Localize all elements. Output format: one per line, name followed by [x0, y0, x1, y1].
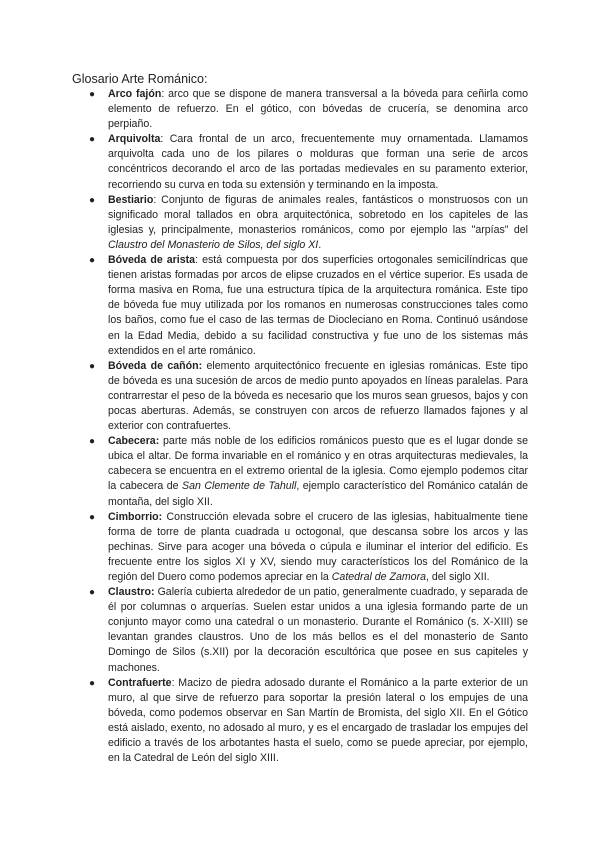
- glossary-item-boveda-de-canon: [89, 359, 528, 434]
- document-title: Glosario Arte Románico:: [72, 72, 208, 86]
- glossary-term: Cimborrio:: [108, 510, 163, 523]
- bullet-icon: ●: [89, 89, 96, 100]
- term-separator: :: [195, 254, 203, 267]
- bullet-icon: ●: [89, 677, 96, 689]
- glossary-term: Bóveda de cañón:: [108, 359, 203, 372]
- glossary-term: Arquivolta: [108, 133, 161, 146]
- glossary-definition-end: , ejemplo característico del Románico catalán de montaña, del siglo XII.: [108, 480, 528, 508]
- glossary-definition: elemento arquitectónico frecuente en iglesias románicas. Este tipo de bóveda es una sucesión de arcos de medio punto apoyados en líneas paralelas. Para contrarrestar el peso de la bóveda es necesario que los muros sean gruesos, bajos y con pocas aberturas. Además, se construyen con arcos de refuerzo llamados fajones y al exterior con contrafuertes.: [108, 359, 528, 433]
- glossary-definition-end: .: [318, 238, 322, 251]
- glossary-reference: Catedral de Zamora: [331, 571, 426, 583]
- glossary-term: Claustro:: [108, 586, 155, 599]
- term-separator: :: [153, 193, 162, 206]
- bullet-icon: ●: [89, 194, 96, 206]
- glossary-item-arco-fajon: [89, 87, 529, 132]
- glossary-reference: San Clemente de Tahull: [182, 480, 297, 493]
- glossary-item-boveda-de-arista: [89, 253, 529, 359]
- glossary-definition: Galería cubierta alrededor de un patio, generalmente cuadrado, y separada de él por columnas o arquerías. Suelen estar unidos a una iglesia formando parte de un conjunto mayor como una catedral o un monasterio. Durante el Románico (s. X-XIII) se levantan grandes claustros. Uno de los más bellos es el del monasterio de Santo Domingo de Silos (s.XII) por la decoración escultórica que posee en sus capiteles y machones.: [108, 586, 528, 674]
- glossary-definition: parte más noble de los edificios románicos puesto que es el lugar donde se ubica el altar. De forma invariable en el románico y en otras arquitecturas medievales, la cabecera se encuentra en el extremo oriental de la iglesia. Como ejemplo podemos citar la cabecera de: [108, 435, 528, 493]
- glossary-term: Contrafuerte: [108, 676, 172, 689]
- glossary-definition: está compuesta por dos superficies ortogonales semicilíndricas que tienen aristas formadas por arcos de elipse cruzados en el vértice superior. Es usada de forma masiva en Roma, fue una estructura típica de la arquitectura románica. Este tipo de bóveda fue muy utilizada por los romanos en numerosas construcciones tales como los baños, como fue el caso de las termas de Diocleciano en Roma. Continuó usándose en la Edad Media, debido a su facilidad constructiva y fue uno de los sistemas más extendidos en el arte románico.: [108, 254, 529, 357]
- bullet-icon: ●: [89, 511, 96, 523]
- bullet-icon: ●: [89, 255, 96, 267]
- term-separator: :: [160, 133, 170, 146]
- glossary-item-contrafuerte: [89, 676, 529, 767]
- glossary-term: Bóveda de arista: [108, 254, 196, 267]
- glossary-item-claustro: [89, 585, 528, 676]
- glossary-item-arquivolta: [89, 132, 528, 192]
- glossary-item-cimborrio: [89, 510, 528, 585]
- glossary-list: [89, 87, 529, 766]
- bullet-icon: ●: [89, 587, 96, 599]
- bullet-icon: ●: [89, 360, 96, 372]
- term-separator: :: [161, 88, 169, 100]
- glossary-term: Bestiario: [108, 193, 154, 206]
- glossary-item-cabecera: [89, 434, 528, 509]
- glossary-definition: Cara frontal de un arco, frecuentemente muy ornamentada. Llamamos arquivolta cada uno de los pilares o molduras que forman una serie de arcos concéntricos decorando el arco de las portadas medievales en su paramento exterior, recorriendo su curva en toda su extensión y terminando en la imposta.: [108, 133, 528, 191]
- glossary-term: Cabecera:: [108, 435, 160, 448]
- glossary-definition-end: , del siglo XII.: [426, 571, 490, 583]
- glossary-definition: Conjunto de figuras de animales reales, fantásticos o monstruosos con un significado moral tallados en obra arquitectónica, sobretodo en los capiteles de las iglesias y, principalmente, monasterios románicos, como por ejemplo las "arpías" del: [108, 193, 528, 236]
- glossary-term: Arco fajón: [108, 88, 162, 100]
- glossary-item-bestiario: [89, 193, 528, 253]
- bullet-icon: ●: [89, 436, 96, 448]
- glossary-definition: Construcción elevada sobre el crucero de las iglesias, habitualmente tiene forma de torre de planta cuadrada u octogonal, que descansa sobre los arcos y las pechinas. Sirve para acoger una bóveda o cúpula e iluminar el interior del edificio. Es frecuente entre los siglos XI y XV, siendo muy característicos los del Románico de la región del Duero como podemos apreciar en la: [108, 510, 528, 583]
- term-separator: :: [171, 676, 179, 689]
- glossary-definition: Macizo de piedra adosado durante el Románico a la parte exterior de un muro, al que sirve de refuerzo para soportar la presión lateral o los empujes de una bóveda, como podemos observar en San Martín de Bromista, del siglo XII. En el Gótico está aislado, exento, no adosado al muro, y es el encargado de trasladar los empujes del edificio a través de los arbotantes hasta el suelo, como se puede apreciar, por ejemplo, en la Catedral de León del siglo XIII.: [108, 676, 529, 765]
- bullet-icon: ●: [89, 134, 96, 146]
- glossary-reference: Claustro del Monasterio de Silos, del siglo XI: [108, 238, 319, 251]
- glossary-definition: arco que se dispone de manera transversal a la bóveda para ceñirla como elemento de refuerzo. En el gótico, con bóvedas de crucería, se denomina arco perpiaño.: [108, 88, 529, 131]
